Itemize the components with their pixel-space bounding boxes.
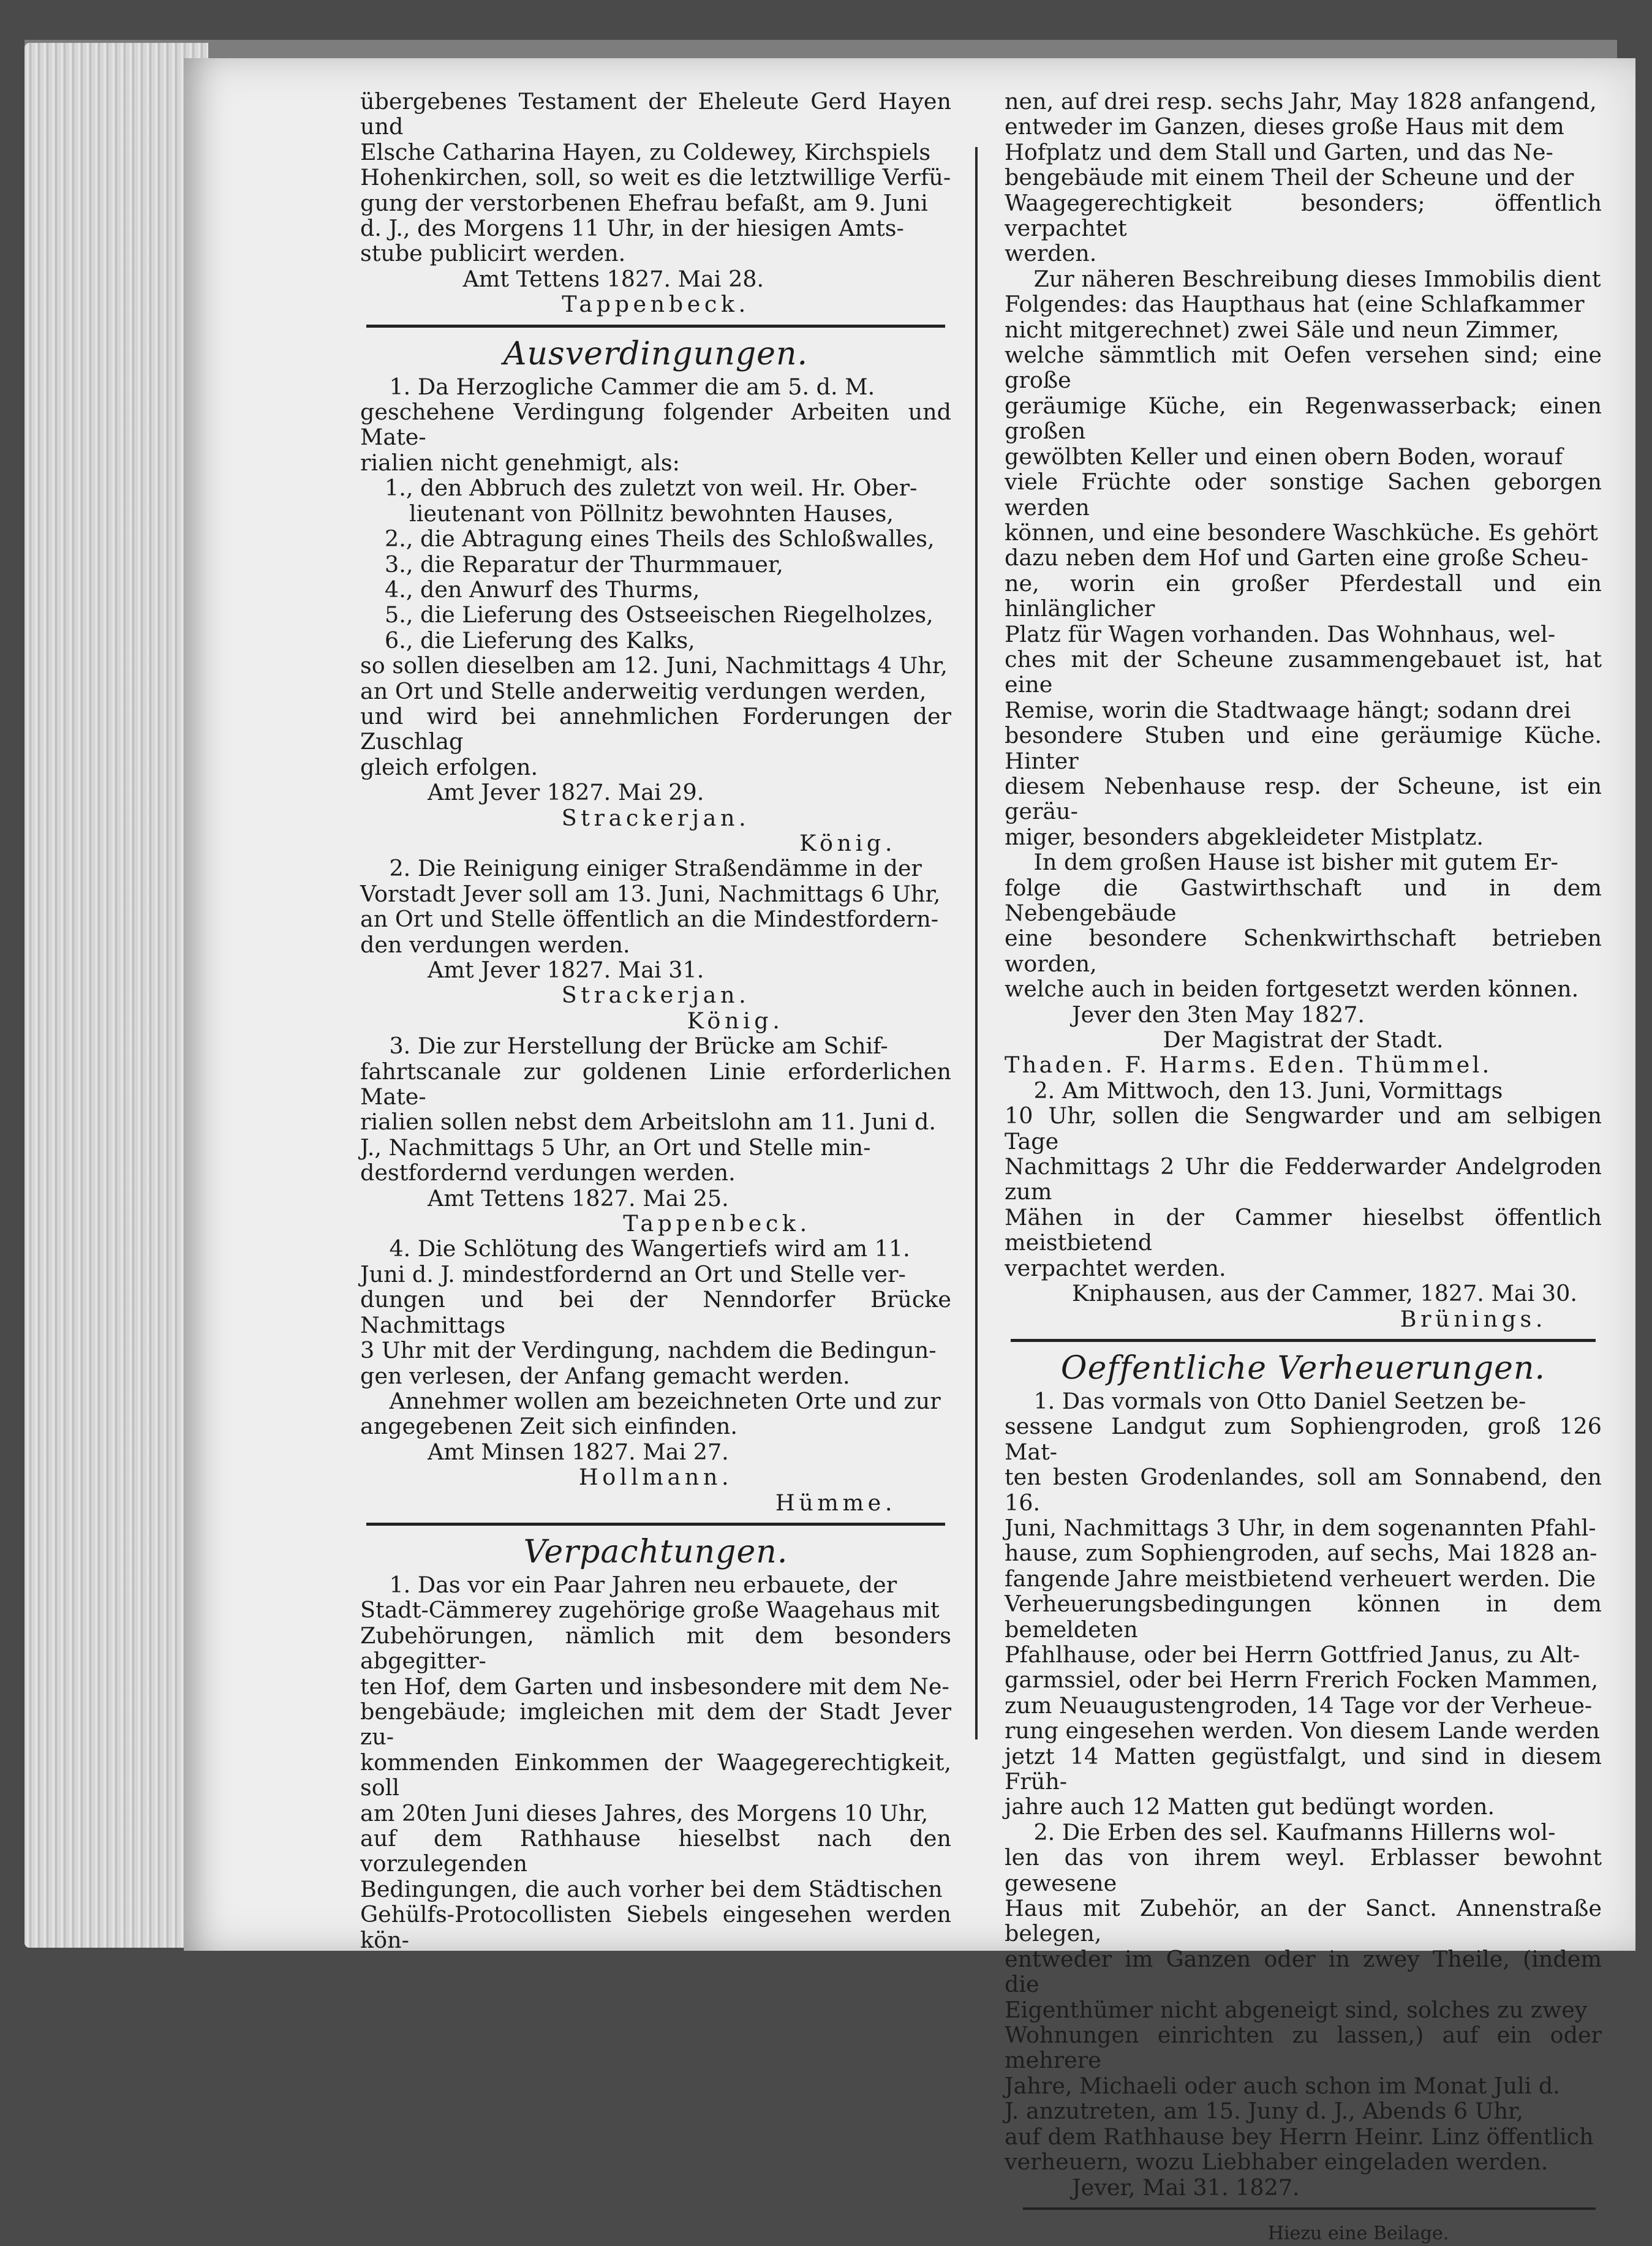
list-item: 1., den Abbruch des zuletzt von weil. Hr. Ober- [385, 475, 918, 502]
text-line: welche auch in beiden fortgesetzt werden können. [1005, 976, 1579, 1003]
text-line: miger, besonders abgekleideter Mistplatz. [1005, 823, 1484, 850]
list-item: 2., die Abtragung eines Theils des Schloßwalles, [385, 526, 935, 552]
dateline: Amt Tettens 1827. Mai 28. [462, 265, 764, 292]
text-line: an Ort und Stelle anderweitig verdungen werden, [360, 677, 927, 704]
text-line: gewölbten Keller und einen obern Boden, worauf [1005, 443, 1563, 470]
text-line: 2. Die Erben des sel. Kaufmanns Hillerns wol- [1033, 1818, 1556, 1845]
text-line: ches mit der Scheune zusammengebauet ist, hat eine [1005, 646, 1602, 698]
text-line: entweder im Ganzen oder in zwey Theile, (indem die [1005, 1945, 1602, 1998]
text-line: angegebenen Zeit sich einfinden. [360, 1413, 737, 1440]
dateline: Jever den 3ten May 1827. [1072, 1001, 1365, 1028]
section-verpachtungen [360, 1534, 951, 1953]
text-line: Pfahlhause, oder bei Herrn Gottfried Janus, zu Alt- [1005, 1641, 1580, 1668]
text-line: dazu neben dem Hof und Garten eine große Scheu- [1005, 545, 1589, 571]
signature: Tappenbeck. [562, 291, 750, 318]
dateline: Amt Tettens 1827. Mai 25. [428, 1185, 729, 1212]
text-line: entweder im Ganzen, dieses große Haus mit dem [1005, 113, 1564, 140]
text-line: jetzt 14 Matten gegüstfalgt, und sind in diesem Früh- [1005, 1743, 1602, 1795]
text-line: stube publicirt werden. [360, 240, 626, 267]
list-item: 4., den Anwurf des Thurms, [385, 576, 700, 603]
text-line: Hohenkirchen, soll, so weit es die letztwillige Verfü- [360, 164, 951, 191]
signature: König. [687, 1007, 784, 1034]
text-line: bengebäude; imgleichen mit dem der Stadt Jever zu- [360, 1698, 951, 1750]
signature: König. [799, 829, 896, 856]
text-line: fahrtscanale zur goldenen Linie erforderlichen Mate- [360, 1058, 951, 1110]
dateline: Kniphausen, aus der Cammer, 1827. Mai 30. [1072, 1280, 1577, 1307]
text-line: Nachmittags 2 Uhr die Fedderwarder Andelgroden zum [1005, 1153, 1602, 1205]
text-line: rialien nicht genehmigt, als: [360, 449, 680, 476]
text-line: übergebenes Testament der Eheleute Gerd Hayen und [360, 88, 951, 140]
text-line: J. anzutreten, am 15. Juny d. J., Abends 6 Uhr, [1005, 2098, 1524, 2125]
text-line: 1. Das vormals von Otto Daniel Seetzen be- [1033, 1387, 1526, 1414]
text-line: verpachtet werden. [1005, 1254, 1226, 1281]
text-line: Juni, Nachmittags 3 Uhr, in dem sogenannten Pfahl- [1005, 1514, 1596, 1541]
text-line: dungen und bei der Nenndorfer Brücke Nachmittags [360, 1286, 951, 1338]
dateline: Amt Jever 1827. Mai 29. [428, 779, 704, 806]
text-line: verheuern, wozu Liebhaber eingeladen werden. [1005, 2149, 1548, 2176]
text-line: am 20ten Juni dieses Jahres, des Morgens 10 Uhr, [360, 1799, 929, 1826]
text-line: gung der verstorbenen Ehefrau befaßt, am 9. Juni [360, 189, 928, 216]
section-ausverdingungen [360, 336, 951, 1515]
text-line: können, und eine besondere Waschküche. Es gehört [1005, 519, 1598, 546]
text-line: auf dem Rathhause bey Herrn Heinr. Linz öffentlich [1005, 2123, 1594, 2150]
text-line: jahre auch 12 Matten gut bedüngt worden. [1005, 1793, 1495, 1820]
text-line: 1. Das vor ein Paar Jahren neu erbauete, der [389, 1571, 897, 1598]
text-line: garmssiel, oder bei Herrn Frerich Focken Mammen, [1005, 1667, 1599, 1694]
section-verheuerungen [1005, 1351, 1602, 2200]
signature: Thaden. F. Harms. Eden. Thümmel. [1005, 1052, 1492, 1079]
section-heading: Oeffentliche Verheuerungen. [1060, 1349, 1546, 1387]
verpachtung-continuation [1005, 89, 1602, 1332]
text-line: rung eingesehen werden. Von diesem Lande werden [1005, 1717, 1600, 1744]
text-line: 3 Uhr mit der Verdingung, nachdem die Bedingun- [360, 1337, 937, 1364]
text-line: Platz für Wagen vorhanden. Das Wohnhaus, wel- [1005, 620, 1556, 647]
text-line: ten Hof, dem Garten und insbesondere mit dem Ne- [360, 1673, 949, 1700]
left-column [360, 89, 951, 1953]
text-line: hause, zum Sophiengroden, auf sechs, Mai 1828 an- [1005, 1540, 1597, 1567]
text-line: len das von ihrem weyl. Erblasser bewohnt gewesene [1005, 1844, 1602, 1896]
text-line: sessene Landgut zum Sophiengroden, groß 126 Mat- [1005, 1413, 1602, 1465]
text-line: Elsche Catharina Hayen, zu Coldewey, Kirchspiels [360, 138, 931, 165]
text-line: werden. [1005, 240, 1097, 267]
text-line: 10 Uhr, sollen die Sengwarder und am selbigen Tage [1005, 1102, 1602, 1155]
text-line: Annehmer wollen am bezeichneten Orte und zur [389, 1387, 941, 1414]
dateline: Jever, Mai 31. 1827. [1072, 2174, 1300, 2201]
text-line: rialien sollen nebst dem Arbeitslohn am 11. Juni d. [360, 1109, 936, 1136]
section-heading: Verpachtungen. [523, 1533, 788, 1570]
signature: Strackerjan. [561, 804, 750, 831]
text-line: 2. Am Mittwoch, den 13. Juni, Vormittags [1033, 1077, 1503, 1104]
text-line: zum Neuaugustengroden, 14 Tage vor der Verheue- [1005, 1692, 1593, 1719]
text-line: eine besondere Schenkwirthschaft betrieben worden, [1005, 925, 1602, 977]
text-line: diesem Nebenhause resp. der Scheune, ist ein geräu- [1005, 772, 1602, 825]
text-line: Eigenthümer nicht abgeneigt sind, solches zu zwey [1005, 1996, 1588, 2023]
text-line: Remise, worin die Stadtwaage hängt; sodann drei [1005, 696, 1571, 723]
work-list [360, 475, 951, 653]
text-line: auf dem Rathhause hieselbst nach den vorzulegenden [360, 1825, 951, 1877]
authority: Der Magistrat der Stadt. [1163, 1027, 1444, 1053]
right-column [1005, 89, 1652, 2246]
text-line: ten besten Grodenlandes, soll am Sonnabend, den 16. [1005, 1464, 1602, 1516]
signature: Hollmann. [578, 1464, 733, 1491]
text-line: Verheuerungsbedingungen können in dem bemeldeten [1005, 1591, 1602, 1643]
text-line: viele Früchte oder sonstige Sachen geborgen werden [1005, 469, 1602, 521]
text-line: Stadt-Cämmerey zugehörige große Waagehaus mit [360, 1597, 940, 1624]
text-line: Jahre, Michaeli oder auch schon im Monat Juli d. [1005, 2072, 1560, 2099]
section-rule [366, 1523, 945, 1526]
list-item: lieutenant von Pöllnitz bewohnten Hauses, [409, 500, 894, 527]
text-line: an Ort und Stelle öffentlich an die Mindestfordern- [360, 906, 939, 933]
column-divider [975, 147, 978, 1739]
text-line: Haus mit Zubehör, an der Sanct. Annenstraße belegen, [1005, 1895, 1602, 1947]
text-line: den verdungen werden. [360, 931, 630, 958]
text-line: Bedingungen, die auch vorher bei dem Städtischen [360, 1875, 943, 1902]
text-line: In dem großen Hause ist bisher mit gutem Er- [1033, 849, 1558, 876]
text-line: und wird bei annehmlichen Forderungen der Zuschlag [360, 703, 951, 755]
text-line: 3. Die zur Herstellung der Brücke am Schif- [389, 1033, 888, 1060]
list-item: 6., die Lieferung des Kalks, [385, 627, 695, 654]
text-line: Hofplatz und dem Stall und Garten, und das Ne- [1005, 138, 1553, 165]
text-line: ne, worin ein großer Pferdestall und ein hinlänglicher [1005, 570, 1602, 622]
footer-note: Hiezu eine Beilage. [1267, 2222, 1449, 2244]
signature: Strackerjan. [561, 982, 750, 1009]
text-line: folge die Gastwirthschaft und in dem Nebengebäude [1005, 874, 1602, 926]
list-item: 5., die Lieferung des Ostseeischen Riegelholzes, [385, 601, 933, 628]
book-page-edges [25, 43, 208, 1948]
list-item: 3., die Reparatur der Thurmmauer, [385, 551, 783, 578]
text-line: Juni d. J. mindestfordernd an Ort und Stelle ver- [360, 1261, 906, 1287]
text-line: destfordernd verdungen werden. [360, 1159, 736, 1186]
text-line: geschehene Verdingung folgender Arbeiten und Mate- [360, 399, 951, 451]
text-line: fangende Jahre meistbietend verheuert werden. Die [1005, 1565, 1596, 1592]
text-line: besondere Stuben und eine geräumige Küche. Hinter [1005, 722, 1602, 774]
text-line: Mähen in der Cammer hieselbst öffentlich meistbietend [1005, 1204, 1602, 1256]
text-line: Vorstadt Jever soll am 13. Juni, Nachmittags 6 Uhr, [360, 880, 941, 907]
dateline: Amt Jever 1827. Mai 31. [428, 957, 704, 983]
end-rule [1023, 2207, 1596, 2210]
signature: Hümme. [775, 1489, 896, 1516]
text-line: geräumige Küche, ein Regenwasserback; einen großen [1005, 392, 1602, 445]
section-rule [366, 325, 945, 328]
text-line: Zur näheren Beschreibung dieses Immobilis dient [1033, 265, 1601, 292]
text-line: nicht mitgerechnet) zwei Säle und neun Zimmer, [1005, 316, 1560, 343]
text-line: gen verlesen, der Anfang gemacht werden. [360, 1362, 850, 1389]
section-rule [1011, 1339, 1596, 1342]
section-heading: Ausverdingungen. [503, 335, 809, 372]
text-line: d. J., des Morgens 11 Uhr, in der hiesigen Amts- [360, 215, 904, 242]
text-line: welche sämmtlich mit Oefen versehen sind; eine große [1005, 342, 1602, 394]
text-line: nen, auf drei resp. sechs Jahr, May 1828 anfangend, [1005, 88, 1597, 115]
text-line: 2. Die Reinigung einiger Straßendämme in der [389, 855, 922, 882]
text-line: Zubehörungen, nämlich mit dem besonders abgegitter- [360, 1622, 951, 1675]
text-line: Waagegerechtigkeit besonders; öffentlich verpachtet [1005, 189, 1602, 242]
text-line: kommenden Einkommen der Waagegerechtigkeit, soll [360, 1749, 951, 1801]
text-line: Gehülfs-Protocollisten Siebels eingesehen werden kön- [360, 1901, 951, 1953]
text-line: so sollen dieselben am 12. Juni, Nachmittags 4 Uhr, [360, 652, 948, 679]
signature: Tappenbeck. [623, 1210, 811, 1237]
dateline: Amt Minsen 1827. Mai 27. [428, 1438, 729, 1465]
text-line: 4. Die Schlötung des Wangertiefs wird am 11. [389, 1235, 910, 1262]
text-line: gleich erfolgen. [360, 753, 538, 780]
text-line: bengebäude mit einem Theil der Scheune und der [1005, 164, 1574, 191]
text-line: Wohnungen einrichten zu lassen,) auf ein oder mehrere [1005, 2022, 1602, 2074]
text-line: 1. Da Herzogliche Cammer die am 5. d. M. [389, 373, 875, 400]
opening-notice [360, 89, 951, 317]
text-line: J., Nachmittags 5 Uhr, an Ort und Stelle min- [360, 1134, 871, 1161]
text-line: Folgendes: das Haupthaus hat (eine Schlafkammer [1005, 291, 1585, 318]
signature: Brünings. [1400, 1305, 1547, 1332]
